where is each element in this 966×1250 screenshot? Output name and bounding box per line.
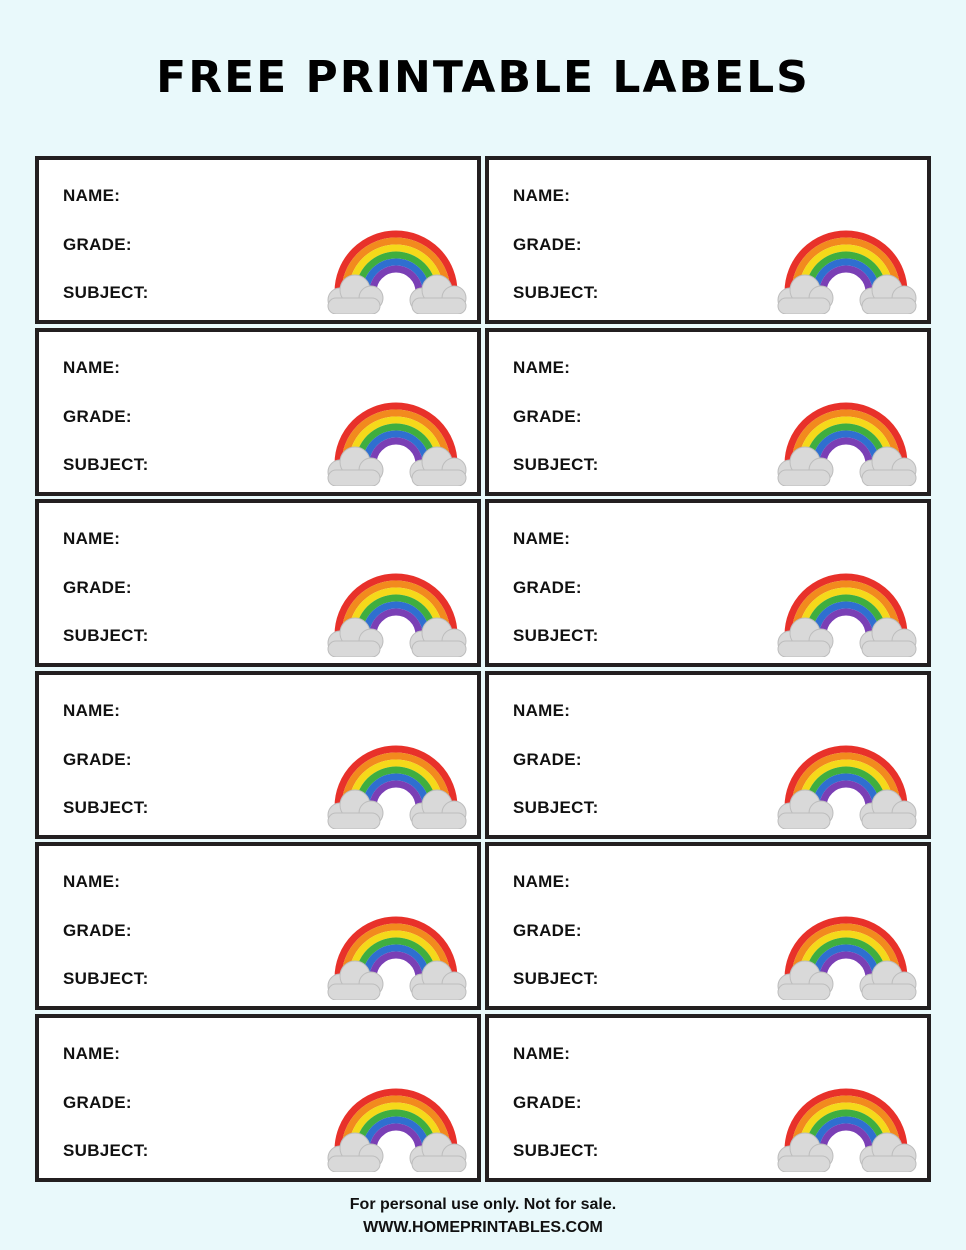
subject-field-label: SUBJECT: [513, 283, 599, 302]
rainbow-icon [774, 398, 920, 486]
grade-field-label: GRADE: [513, 235, 582, 254]
grade-field-label: GRADE: [63, 1092, 132, 1112]
name-field-label: NAME: [63, 357, 121, 377]
subject-field-label: SUBJECT: [513, 626, 599, 646]
label-card-10 [485, 842, 931, 1010]
subject-field-label: SUBJECT: [63, 626, 149, 646]
name-field-label: NAME: [63, 700, 121, 720]
subject-field-label: SUBJECT: [63, 454, 149, 474]
grade-field-label: GRADE: [513, 578, 582, 598]
rainbow-icon [774, 1084, 920, 1172]
name-field-label: NAME: [513, 700, 571, 720]
rainbow-icon [324, 912, 470, 1000]
grade-field-label: GRADE: [63, 921, 132, 941]
rainbow-icon [324, 1084, 470, 1172]
rainbow-icon [774, 569, 920, 657]
grade-field-label: GRADE: [63, 406, 132, 426]
grade-field-label: GRADE: [513, 921, 582, 941]
labels-grid [35, 156, 931, 1182]
rainbow-icon [324, 741, 470, 829]
label-card-9 [35, 842, 481, 1010]
grade-field-label: GRADE: [513, 749, 582, 769]
grade-field-label: GRADE: [513, 406, 582, 426]
subject-field-label: SUBJECT: [513, 1140, 599, 1160]
rainbow-icon [324, 398, 470, 486]
name-field-label: NAME: [513, 186, 571, 205]
subject-field-label: SUBJECT: [513, 797, 599, 817]
subject-field-label: SUBJECT: [63, 797, 149, 817]
label-card-8 [485, 671, 931, 839]
rainbow-icon [774, 912, 920, 1000]
page-title: FREE PRINTABLE LABELS [156, 52, 810, 103]
label-card-5 [35, 499, 481, 667]
rainbow-icon [774, 741, 920, 829]
subject-field-label: SUBJECT: [63, 283, 149, 302]
name-field-label: NAME: [63, 529, 121, 549]
grade-field-label: GRADE: [63, 235, 132, 254]
name-field-label: NAME: [513, 357, 571, 377]
grade-field-label: GRADE: [63, 749, 132, 769]
name-field-label: NAME: [513, 872, 571, 892]
grade-field-label: GRADE: [513, 1092, 582, 1112]
name-field-label: NAME: [63, 872, 121, 892]
label-card-6 [485, 499, 931, 667]
label-card-4 [485, 328, 931, 496]
subject-field-label: SUBJECT: [513, 969, 599, 989]
label-card-12 [485, 1014, 931, 1182]
label-card-7 [35, 671, 481, 839]
subject-field-label: SUBJECT: [513, 454, 599, 474]
label-card-11 [35, 1014, 481, 1182]
footer-note: For personal use only. Not for sale. [349, 1196, 617, 1213]
subject-field-label: SUBJECT: [63, 969, 149, 989]
name-field-label: NAME: [513, 1043, 571, 1063]
name-field-label: NAME: [513, 529, 571, 549]
rainbow-icon [324, 226, 470, 314]
subject-field-label: SUBJECT: [63, 1140, 149, 1160]
rainbow-icon [324, 569, 470, 657]
name-field-label: NAME: [63, 1043, 121, 1063]
label-card-3 [35, 328, 481, 496]
grade-field-label: GRADE: [63, 578, 132, 598]
footer-url: WWW.HOMEPRINTABLES.COM [363, 1219, 603, 1236]
label-card-1 [35, 156, 481, 324]
rainbow-icon [774, 226, 920, 314]
name-field-label: NAME: [63, 186, 121, 205]
label-card-2 [485, 156, 931, 324]
